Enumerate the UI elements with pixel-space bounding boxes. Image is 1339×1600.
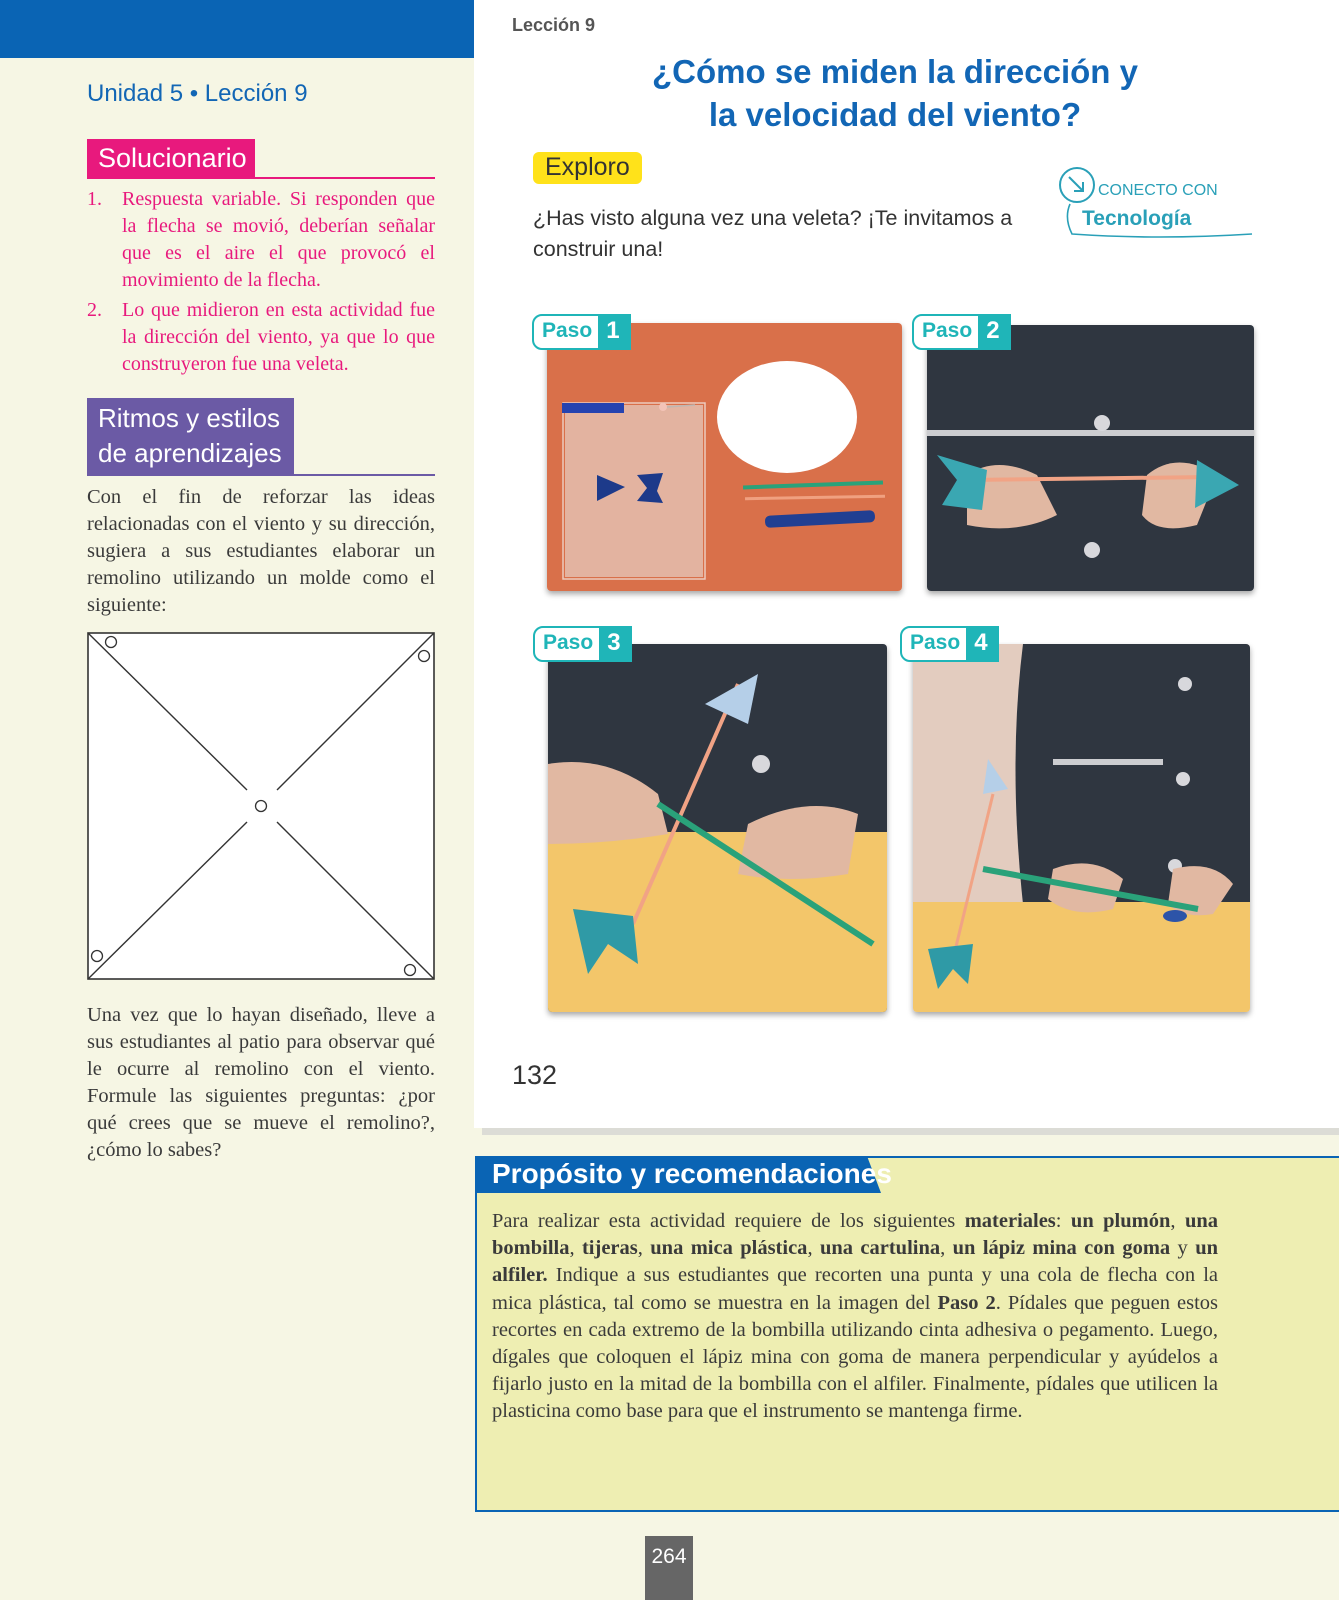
step-4-photo [913,644,1250,1012]
step-1-photo [547,323,902,591]
solucionario-divider [87,177,435,179]
step-2-photo [927,325,1254,591]
step-1-tag [532,314,631,350]
pinwheel-template-diagram [87,632,437,980]
material-item: un plumón [1070,1210,1171,1232]
ritmos-divider [87,474,435,476]
step-3-tag [533,626,632,662]
conecto-subject: Tecnología [1082,207,1192,230]
step-3-label: Paso [543,631,594,654]
material-item: una cartulina [819,1237,941,1260]
separator: , [1170,1210,1185,1232]
step-3-photo [548,644,887,1012]
list-item-number: 2. [87,299,102,321]
list-item [87,186,435,294]
material-item: una mica plástica [650,1237,808,1260]
header-bar [0,0,498,58]
list-item [87,297,435,378]
page-title-line1: ¿Cómo se miden la dirección y [652,53,1138,90]
ritmos-paragraph-1: Con el fin de reforzar las ideas relacionadas con el viento y su dirección, sugiera a sus estudiantes elaborar un remolino utilizando un molde como el siguiente: [87,486,435,616]
footer-page-number: 264 [651,1545,687,1568]
exploro-badge: Exploro [533,152,642,184]
step-2-label: Paso [922,319,973,342]
step-4-label: Paso [910,631,961,654]
step-3-number: 3 [599,628,629,660]
proposito-text-end: . Pídales que peguen estos recortes en cada extremo de la bombilla utilizando cinta adhesiva o pegamento. Luego, dígales que coloquen el lápiz mina con goma de manera perpendicular y ayúdelos a fijarlo justo en la mitad de la bombilla con el alfiler. Finalmente, pídales que utilicen la plasticina como base para que el instrumento se mantenga firme. [492,1291,1219,1423]
unit-title: Unidad 5 • Lección 9 [87,80,308,107]
separator: : [1055,1210,1071,1232]
separator: y [1170,1237,1196,1260]
step-reference: Paso 2 [937,1291,996,1314]
separator: , [637,1237,651,1260]
solucionario-list [87,186,435,381]
step-1-label: Paso [542,319,593,342]
explore-question: ¿Has visto alguna vez una veleta? ¡Te invitamos a construir una! [533,206,1013,261]
step-1-number: 1 [598,316,628,348]
material-item: una bombilla [492,1210,1219,1260]
student-page-edge [482,1128,1339,1135]
step-2-number: 2 [978,316,1008,348]
lesson-label: Lección 9 [512,15,596,35]
material-item: tijeras [581,1237,638,1260]
page-title-line2: la velocidad del viento? [708,96,1082,133]
conecto-badge-frame [1058,166,1254,244]
list-item-text: Respuesta variable. Si responden que la flecha se movió, deberían señalar que es el aire el que provocó el movimiento de la flecha. [122,188,435,291]
proposito-text-intro: Para realizar esta actividad requiere de los siguientes [492,1210,965,1232]
list-item-number: 1. [87,188,102,210]
ritmos-heading-line1: Ritmos y estilos [98,403,281,433]
step-2-tag [912,314,1011,350]
material-item: un alfiler. [492,1237,1218,1287]
proposito-text-middle: Indique a sus estudiantes que recorten una punta y una cola de flecha con la mica plástica, tal como se muestra en la imagen del [492,1264,1218,1314]
page-title [600,50,1190,136]
proposito-heading: Propósito y recomendaciones [492,1158,892,1189]
ritmos-heading-line2: de aprendizajes [98,438,282,468]
proposito-text [492,1208,1218,1426]
material-label: materiales [964,1210,1056,1232]
step-4-number: 4 [966,628,996,660]
separator: , [807,1237,820,1260]
separator: , [940,1237,953,1260]
list-item-text: Lo que midieron en esta actividad fue la dirección del viento, ya que lo que construyeron fue una veleta. [122,299,435,375]
conecto-label: CONECTO CON [1098,182,1218,199]
ritmos-paragraph-2: Una vez que lo hayan diseñado, lleve a sus estudiantes al patio para observar qué le ocurre al remolino con el viento. Formule las siguientes preguntas: ¿por qué crees que se mueve el remolino?, ¿cómo lo sabes? [87,1004,435,1161]
student-page-number: 132 [512,1060,558,1090]
solucionario-heading: Solucionario [87,139,255,178]
material-item: un lápiz mina con goma [952,1237,1171,1260]
separator: , [569,1237,582,1260]
step-4-tag [900,626,999,662]
ritmos-heading [87,398,294,474]
